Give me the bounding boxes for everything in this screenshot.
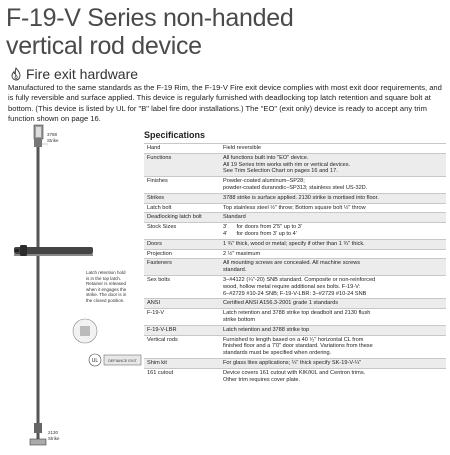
spec-row xyxy=(144,325,446,335)
spec-value-line: Field reversible xyxy=(223,145,261,151)
spec-value-line: strike bottom xyxy=(223,316,256,323)
spec-row xyxy=(144,176,446,193)
spec-rows xyxy=(144,143,446,384)
device-illustration xyxy=(0,118,155,450)
spec-row xyxy=(144,212,446,222)
spec-label: Deadlocking latch bolt xyxy=(147,214,202,221)
spec-value xyxy=(221,240,446,249)
spec-value xyxy=(221,326,446,335)
spec-value-line: Powder-coated aluminum–SP28; xyxy=(223,178,305,185)
spec-value xyxy=(221,204,446,213)
spec-value xyxy=(221,194,446,203)
bottom-strike-caption: 2130 Strike xyxy=(48,430,60,441)
spec-value-line: Latch retention and 3788 strike top xyxy=(223,326,310,333)
spec-value-line: Latch retention and 3788 strike top deadbolt and 2130 flush xyxy=(223,310,371,317)
section-heading xyxy=(10,66,138,82)
spec-row xyxy=(144,335,446,358)
spec-label: Functions xyxy=(147,154,172,161)
spec-label: Strikes xyxy=(147,194,165,201)
vertical-rod xyxy=(37,139,40,439)
spec-value-line: See Trim Selection Chart on pages 16 and 17. xyxy=(223,168,338,175)
spec-label: ANSI xyxy=(147,300,161,307)
latch-retention-note: Latch retention hold is in the top latch. Retainer is released when it engages the strike. The door is in the closed position. xyxy=(86,270,127,303)
spec-label: Vertical rods xyxy=(147,336,178,343)
spec-row xyxy=(144,308,446,325)
spec-value xyxy=(221,154,446,176)
spec-value xyxy=(221,309,446,325)
spec-value-line: 3–#4122 (¼"-20) SNB standard. Composite or non-reinforced xyxy=(223,276,376,283)
spec-value-line: powder-coated duranodic–SP313; stainless steel US-32D. xyxy=(223,184,368,191)
spec-value-line: For glass lites applications; ¼" thick specify SK-19-V-¼" xyxy=(223,359,362,366)
spec-value xyxy=(221,359,446,368)
spec-row xyxy=(144,249,446,259)
spec-value xyxy=(221,213,446,222)
spec-label: Projection xyxy=(147,250,172,257)
spec-value-line: All mounting screws are concealed. All machine screws xyxy=(223,260,361,267)
spec-value-line: Device covers 161 cutout with KIK/KIL and Centron trims. xyxy=(223,369,366,376)
spec-row xyxy=(144,298,446,308)
spec-label: Doors xyxy=(147,240,162,247)
spec-value-line: 4' for doors from 3' up to 4' xyxy=(223,230,297,237)
spec-value-line: standards must be specified when ordering. xyxy=(223,350,332,357)
spec-value-line: 6–#2729 #10-24 SNB; F-19-V-LBR: 3–#2729 #10-24 SNB xyxy=(223,290,367,297)
spec-value xyxy=(221,299,446,308)
spec-label: Sex bolts xyxy=(147,276,171,283)
spec-row xyxy=(144,258,446,275)
fire-icon xyxy=(10,67,22,81)
rating-label: DEFIANCE EXIT xyxy=(108,359,137,363)
spec-value-line: 1 ¾" thick, wood or metal; specify if other than 1 ¾" thick. xyxy=(223,240,365,247)
spec-label: Stock Sizes xyxy=(147,224,177,231)
spec-row xyxy=(144,358,446,368)
spec-value-line: Furnished to length based on a 40 ¹⁄₂" horizontal CL from xyxy=(223,336,364,343)
spec-label: Finishes xyxy=(147,178,168,185)
spec-value xyxy=(221,177,446,193)
spec-value-line: 3' for doors from 2'5" up to 3' xyxy=(223,224,302,231)
spec-label: Fasteners xyxy=(147,260,172,267)
spec-label: Latch bolt xyxy=(147,204,172,211)
spec-label: Hand xyxy=(147,145,161,151)
spec-value-line: All 19 Series trim works with rim or vertical devices. xyxy=(223,161,351,168)
spec-row xyxy=(144,275,446,298)
spec-value xyxy=(221,144,446,153)
spec-row xyxy=(144,193,446,203)
spec-row xyxy=(144,143,446,153)
spec-row xyxy=(144,153,446,176)
spec-value xyxy=(221,336,446,358)
spec-label: Shim kit xyxy=(147,359,167,366)
spec-value xyxy=(221,369,446,385)
spec-row xyxy=(144,222,446,239)
spec-value-line: Top stainless steel ½" throw; Bottom square bolt ½" throw xyxy=(223,204,366,211)
spec-value-line: 3788 strike is surface applied. 2130 strike is mortised into floor. xyxy=(223,194,379,201)
spec-label: F-19-V-LBR xyxy=(147,326,177,333)
ul-label: UL xyxy=(91,358,99,364)
spec-row xyxy=(144,368,446,385)
spec-label: 161 cutout xyxy=(147,369,174,376)
spec-value-line: All functions built into "EO" device. xyxy=(223,154,309,161)
top-strike-caption: 3788 Strike xyxy=(47,132,59,143)
bottom-strike-shape xyxy=(30,439,46,445)
page-title xyxy=(6,4,446,60)
spec-row xyxy=(144,203,446,213)
spec-value-line: Other trim requires cover plate. xyxy=(223,376,301,383)
spec-value-line: standard. xyxy=(223,267,247,274)
spec-value-line: Certified ANSI A156.3-2001 grade 1 standards xyxy=(223,300,339,307)
intro-paragraph: Manufactured to the same standards as the F-19 Rim, the F-19-V Fire exit device complies with most exit door requirements, and is fully reversible and surface applied. This device is regularly furnished with deadlocking top latch retention and square bolt at bottom. (This device is listed by UL for "B" label fire door installations.) The "EO" (exit only) device is ready to accept any trim function shown on page 16. xyxy=(8,83,442,123)
title-line-2: vertical rod device xyxy=(6,32,202,60)
spec-value-line: finished floor and a 7'0" door standard. Variations from these xyxy=(223,343,373,350)
spec-label: F-19-V xyxy=(147,310,165,317)
section-title: Fire exit hardware xyxy=(26,66,139,82)
spec-value-line: Standard xyxy=(223,214,246,221)
specifications-heading: Specifications xyxy=(144,130,206,140)
spec-value-line: wood, hollow metal require additional sex bolts. F-19-V: xyxy=(223,283,361,290)
title-line-1: F-19-V Series non-handed xyxy=(6,4,294,32)
spec-value xyxy=(221,250,446,259)
spec-value-line: 2 ½" maximum xyxy=(223,250,261,257)
spec-row xyxy=(144,239,446,249)
spec-value xyxy=(221,259,446,275)
spec-value xyxy=(221,276,446,298)
specifications-table xyxy=(144,130,446,384)
spec-value xyxy=(221,223,446,239)
